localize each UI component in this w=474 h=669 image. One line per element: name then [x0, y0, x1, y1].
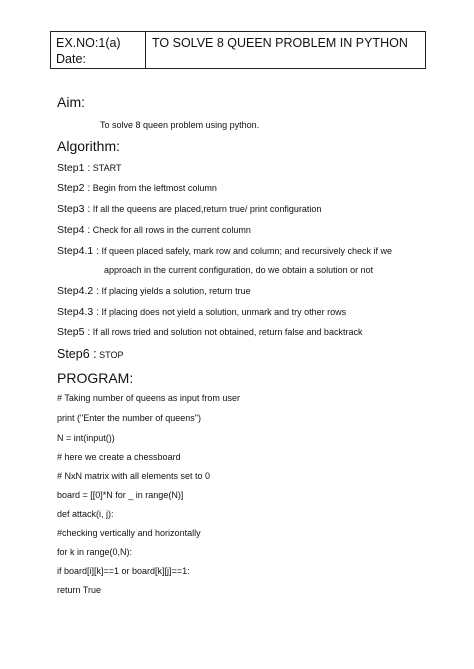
code-line: return True — [57, 585, 102, 595]
step-4-1 — [57, 245, 392, 257]
code-line: board = [[0]*N for _ in range(N)] — [57, 490, 184, 500]
code-line: #checking vertically and horizontally — [57, 528, 201, 538]
step-4-3 — [57, 306, 346, 318]
header-divider — [145, 32, 146, 68]
step-4-2 — [57, 285, 251, 297]
code-line: if board[i][k]==1 or board[k][j]==1: — [57, 566, 190, 576]
code-line: # NxN matrix with all elements set to 0 — [57, 471, 211, 481]
step-label: Step6 : — [57, 347, 97, 361]
step-1 — [57, 162, 121, 174]
step-text: STOP — [99, 350, 124, 360]
code-line: N = int(input()) — [57, 433, 115, 443]
step-label: Step3 : — [57, 203, 91, 215]
step-2 — [57, 182, 217, 194]
header-table — [50, 31, 426, 69]
step-label: Step4.3 : — [57, 306, 100, 318]
step-3 — [57, 203, 321, 215]
aim-text: To solve 8 queen problem using python. — [100, 120, 260, 130]
step-text: Check for all rows in the current column — [92, 225, 251, 235]
step-text: Begin from the leftmost column — [92, 183, 217, 193]
step-label: Step1 : — [57, 162, 91, 174]
step-text: START — [92, 163, 122, 173]
aim-heading: Aim: — [57, 94, 85, 110]
step-text: If all rows tried and solution not obtained, return false and backtrack — [92, 327, 363, 337]
step-text: If placing does not yield a solution, unmark and try other rows — [101, 307, 347, 317]
code-line: def attack(i, j): — [57, 509, 114, 519]
program-heading: PROGRAM: — [57, 370, 134, 386]
algorithm-heading: Algorithm: — [57, 138, 121, 154]
step-4 — [57, 224, 251, 236]
exercise-number: EX.NO:1(a) — [56, 36, 121, 50]
code-line: # Taking number of queens as input from user — [57, 393, 240, 403]
step-label: Step4.1 : — [57, 245, 100, 257]
date-label: Date: — [56, 52, 86, 66]
code-line: print ("Enter the number of queens") — [57, 413, 201, 423]
step-4-1-continued — [104, 265, 373, 275]
step-6 — [57, 347, 123, 361]
step-label: Step5 : — [57, 326, 91, 338]
step-label: Step4 : — [57, 224, 91, 236]
code-line: # here we create a chessboard — [57, 452, 181, 462]
step-text: If placing yields a solution, return true — [101, 286, 251, 296]
step-5 — [57, 326, 362, 338]
step-text: approach in the current configuration, do we obtain a solution or not — [104, 265, 374, 275]
step-label: Step2 : — [57, 182, 91, 194]
document-title: TO SOLVE 8 QUEEN PROBLEM IN PYTHON — [152, 36, 408, 50]
header-left-cell — [56, 35, 121, 67]
step-label: Step4.2 : — [57, 285, 100, 297]
code-line: for k in range(0,N): — [57, 547, 133, 557]
step-text: If queen placed safely, mark row and column; and recursively check if we — [101, 246, 393, 256]
step-text: If all the queens are placed,return true/ print configuration — [92, 204, 322, 214]
